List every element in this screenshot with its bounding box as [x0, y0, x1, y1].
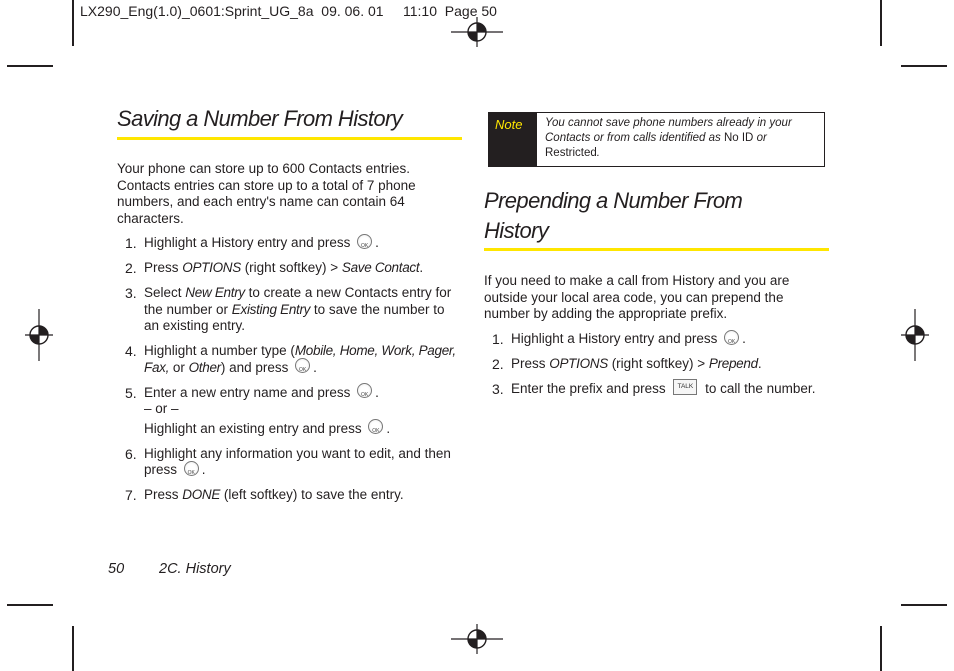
- step-number: 1.: [492, 331, 504, 347]
- menu-option: Prepend: [708, 356, 758, 371]
- step-text: (right softkey) >: [607, 356, 709, 371]
- softkey-label: DONE: [182, 487, 221, 502]
- section-title-prepending: [484, 186, 742, 246]
- step-item: [117, 446, 462, 479]
- menu-ok-key-icon: [357, 234, 372, 249]
- crop-mark: [72, 0, 74, 46]
- step-text: Highlight a History entry and press: [144, 235, 351, 250]
- step-text: or: [169, 359, 189, 375]
- step-text: Highlight any information you want to edit, and then press: [144, 445, 451, 477]
- title-line: History: [484, 218, 549, 243]
- step-text: (right softkey) >: [240, 260, 342, 275]
- step-text: .: [419, 260, 424, 275]
- step-item: [484, 381, 829, 398]
- step-number: 3.: [125, 285, 137, 301]
- menu-option: Other: [188, 359, 221, 375]
- menu-option: New Entry: [185, 285, 245, 300]
- menu-ok-key-icon: [184, 461, 199, 476]
- step-text: Press: [144, 260, 183, 275]
- step-number: 1.: [125, 235, 137, 251]
- step-text: to call the number.: [705, 381, 816, 396]
- steps-list-saving: [117, 235, 462, 512]
- step-text: Highlight a number type (: [144, 343, 295, 358]
- step-item: [117, 235, 462, 252]
- step-item: [117, 487, 462, 504]
- softkey-label: OPTIONS: [549, 356, 608, 371]
- section-name: 2C. History: [159, 561, 231, 577]
- crop-mark: [880, 0, 882, 46]
- menu-option: Save Contact: [341, 260, 420, 275]
- page-number: 50: [108, 561, 125, 577]
- step-number: 6.: [125, 445, 137, 462]
- registration-mark-icon: [451, 624, 503, 654]
- crop-mark: [901, 604, 947, 606]
- talk-key-icon: TALK: [673, 379, 697, 395]
- step-text: Press: [511, 356, 550, 371]
- step-text: .: [757, 356, 762, 371]
- intro-paragraph: Your phone can store up to 600 Contacts entries. Contacts entries can store up to a total of 7 phone numbers, and each entry's name can contain 64 characters.: [117, 161, 416, 226]
- step-item: [117, 385, 462, 438]
- registration-mark-icon: [901, 309, 929, 361]
- step-text: ) and press: [220, 359, 289, 375]
- step-item: [117, 260, 462, 277]
- step-text: to create a new Contacts entry for the number or: [144, 285, 452, 317]
- step-text: Enter a new entry name and press: [144, 384, 351, 400]
- title-underline: [117, 137, 462, 140]
- step-text: .: [386, 420, 391, 436]
- step-item: [484, 331, 829, 348]
- note-label: Note: [489, 113, 537, 166]
- title-line: Prepending a Number From: [484, 188, 743, 213]
- note-text-part: .: [596, 147, 600, 159]
- step-text: Enter the prefix and press: [511, 381, 666, 396]
- step-text: Highlight an existing entry and press: [144, 420, 362, 436]
- step-number: 7.: [125, 487, 137, 503]
- step-item: [117, 285, 462, 335]
- step-text: Select: [144, 285, 186, 300]
- softkey-label: OPTIONS: [182, 260, 241, 275]
- note-noid: No ID: [723, 132, 754, 144]
- note-text: [545, 116, 815, 161]
- step-number: 5.: [125, 384, 137, 401]
- print-slug: LX290_Eng(1.0)_0601:Sprint_UG_8a 09. 06. 01 11:10 Page 50: [80, 3, 497, 19]
- step-item: [117, 343, 462, 376]
- step-text: Press: [144, 487, 183, 502]
- step-number: 4.: [125, 343, 137, 359]
- note-restricted: Restricted: [545, 147, 597, 159]
- step-text: .: [375, 384, 379, 400]
- crop-mark: [7, 604, 53, 606]
- step-text: (left softkey) to save the entry.: [220, 487, 404, 502]
- menu-ok-key-icon: [295, 358, 310, 373]
- step-text: .: [375, 235, 379, 250]
- title-underline: [484, 248, 829, 251]
- registration-mark-icon: [451, 17, 503, 47]
- menu-option: Mobile, Home, Work, Pager, Fax,: [144, 343, 456, 375]
- steps-list-prepending: [484, 331, 829, 406]
- step-text: .: [201, 462, 206, 477]
- step-number: 2.: [492, 356, 504, 372]
- section-title-saving: Saving a Number From History: [117, 106, 403, 131]
- crop-mark: [901, 65, 947, 67]
- intro-paragraph: If you need to make a call from History and you are outside your local area code, you can prepend the number by adding the appropriate prefix.: [484, 273, 790, 321]
- menu-option: Existing Entry: [231, 301, 311, 317]
- step-text: to save the number to an existing entry.: [144, 301, 445, 333]
- registration-mark-icon: [25, 309, 53, 361]
- crop-mark: [7, 65, 53, 67]
- step-number: 3.: [492, 381, 504, 397]
- step-text: Highlight a History entry and press: [511, 331, 718, 346]
- menu-ok-key-icon: [357, 383, 372, 398]
- note-text-part: You cannot save phone numbers already in your Contacts or from calls identified as: [545, 117, 792, 144]
- step-text: .: [742, 331, 746, 346]
- or-separator: – or –: [144, 401, 179, 416]
- step-number: 2.: [125, 260, 137, 276]
- crop-mark: [72, 626, 74, 671]
- menu-ok-key-icon: [368, 419, 383, 434]
- step-text: .: [313, 359, 317, 375]
- menu-ok-key-icon: [724, 330, 739, 345]
- note-box: [488, 112, 825, 167]
- note-text-part: or: [753, 132, 767, 144]
- crop-mark: [880, 626, 882, 671]
- step-item: [484, 356, 829, 373]
